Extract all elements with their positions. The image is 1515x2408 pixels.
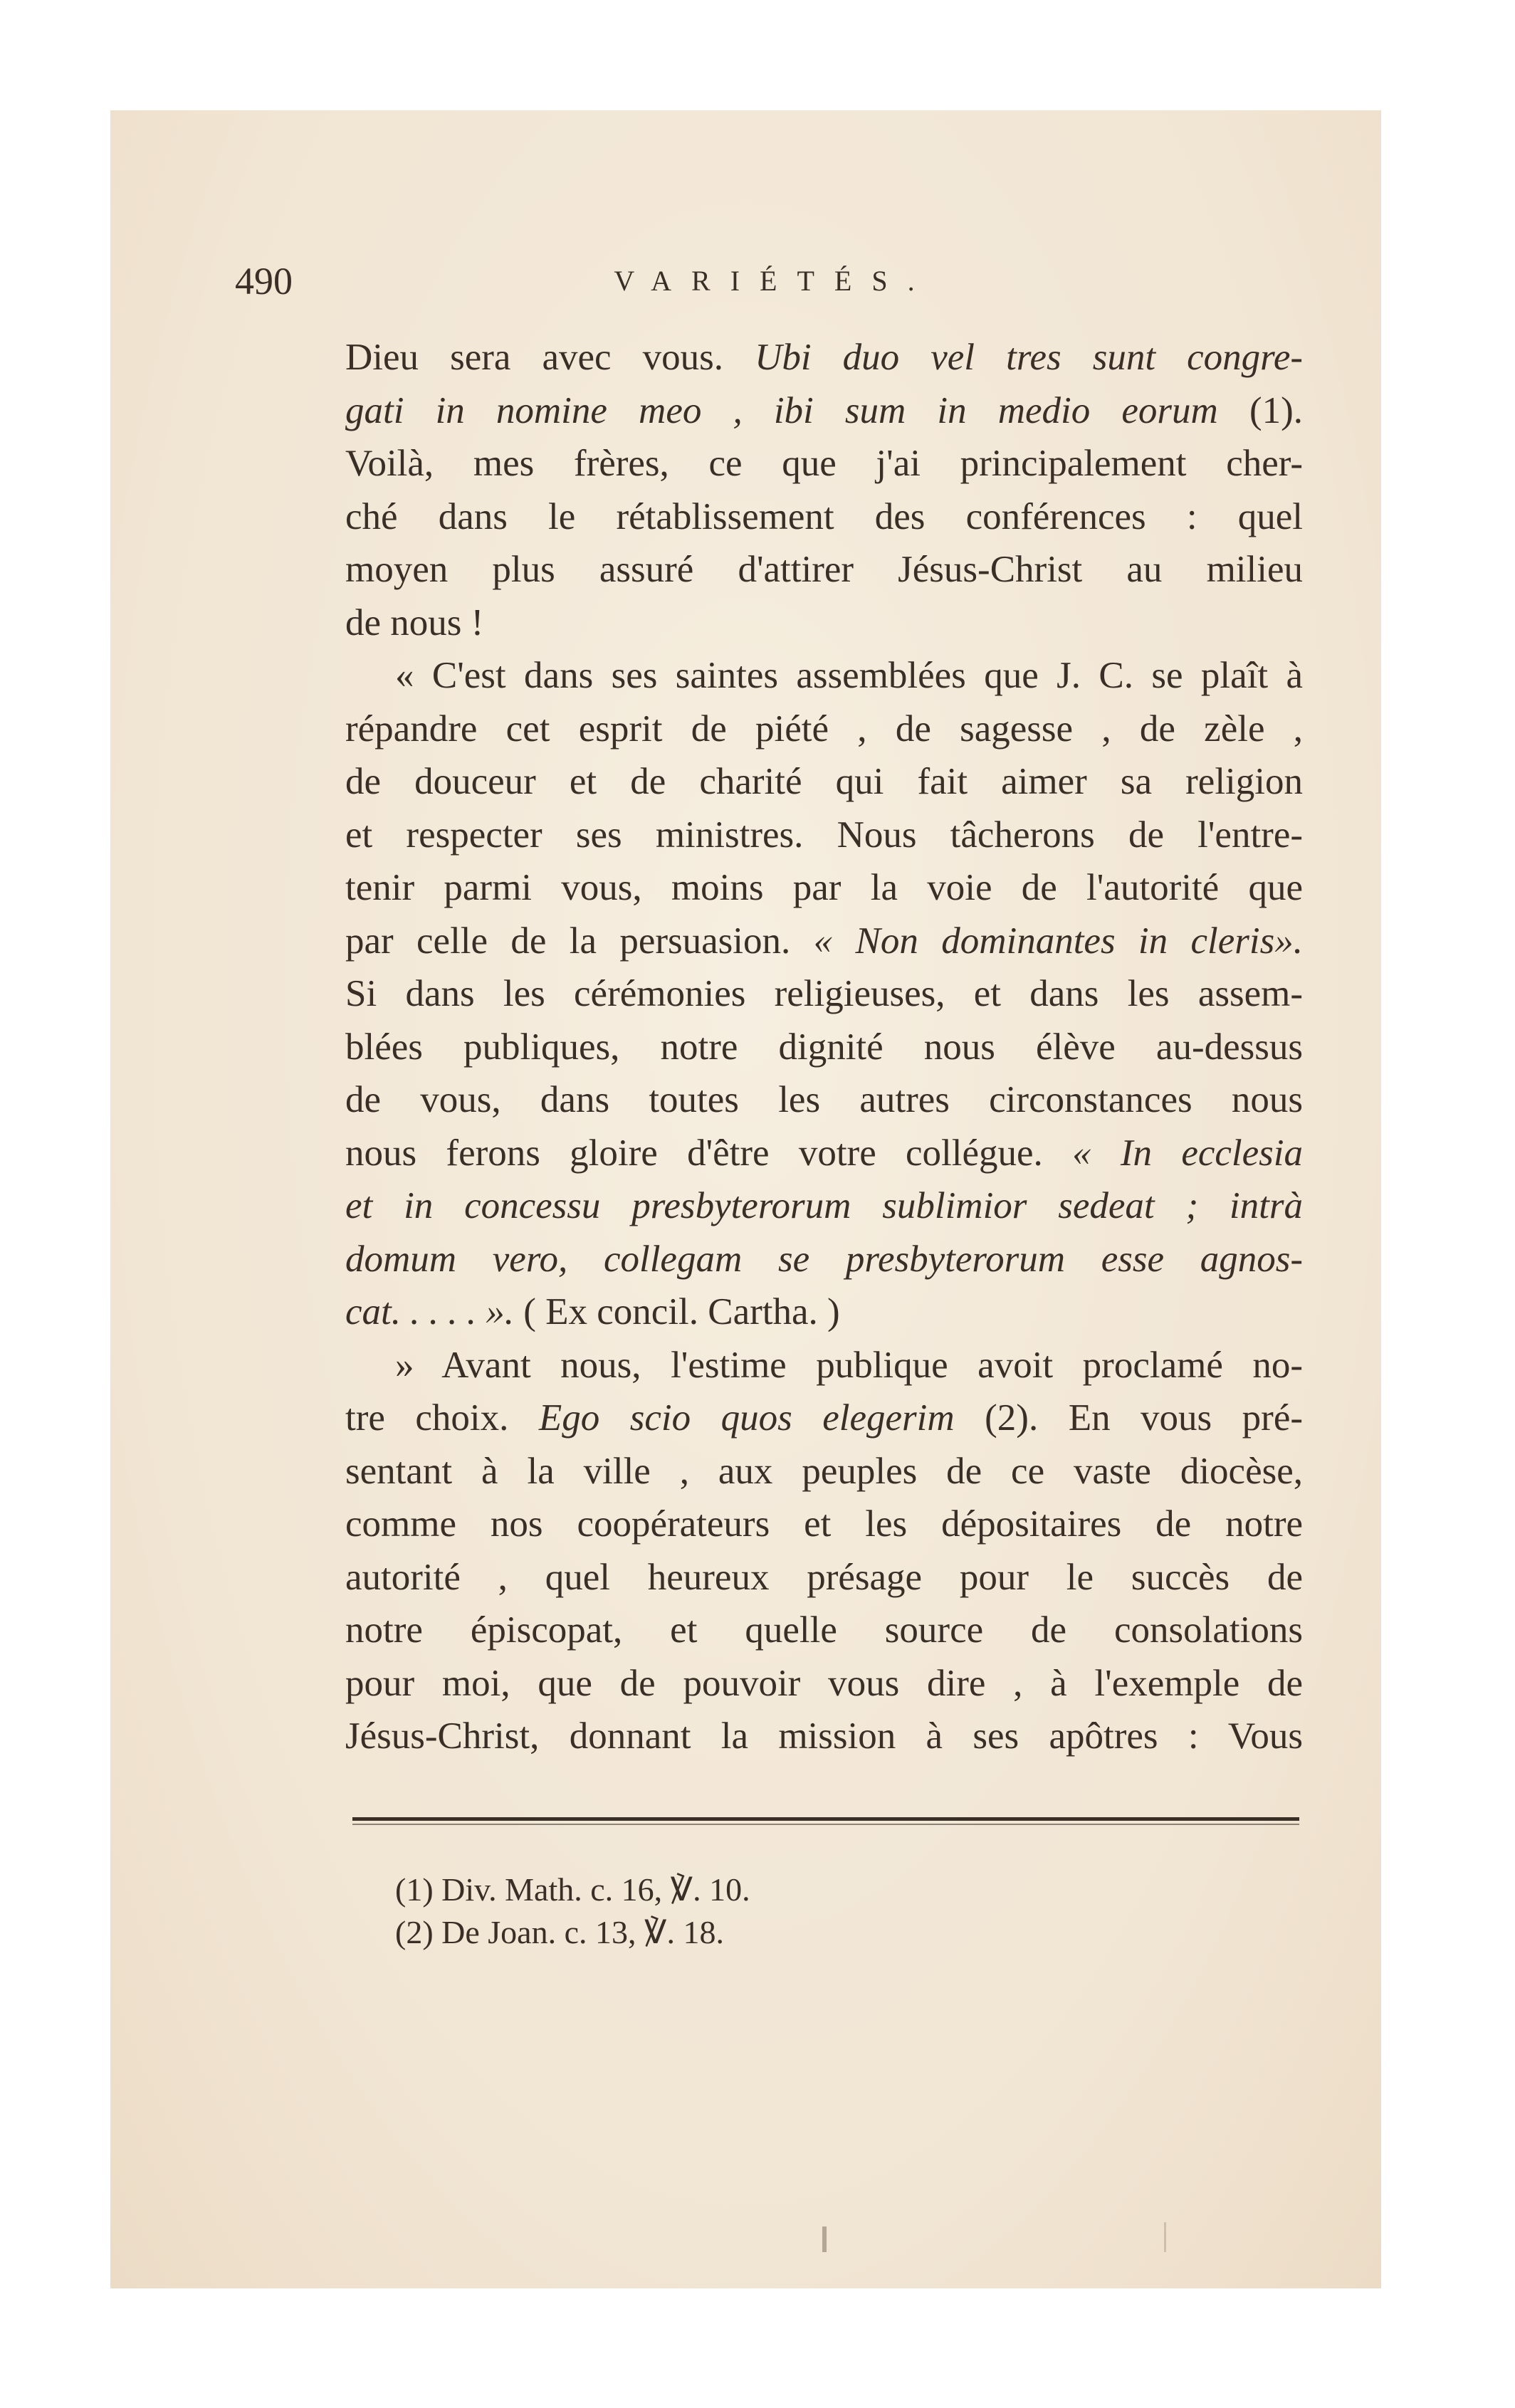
text-run: tre choix.	[345, 1397, 539, 1439]
ink-mark	[822, 2226, 827, 2252]
footnote-rule-shadow	[352, 1824, 1299, 1825]
latin-quote: domum vero, collegam se presbyterorum esse agnos-	[345, 1238, 1303, 1280]
text-line	[345, 1233, 1303, 1286]
paragraph-2	[345, 649, 1303, 1339]
text-line	[345, 384, 1303, 438]
text-run: nous ferons gloire d'être votre collégue.	[345, 1132, 1073, 1174]
text-line: « C'est dans ses saintes assemblées que J. C. se plaît à	[395, 655, 1303, 696]
text-line	[345, 1127, 1303, 1180]
text-line: blées publiques, notre dignité nous élève au-dessus	[345, 1026, 1303, 1068]
text-line: de nous !	[345, 601, 484, 643]
text-line: et respecter ses ministres. Nous tâcherons de l'entre-	[345, 814, 1303, 856]
text-line: notre épiscopat, et quelle source de consolations	[345, 1609, 1303, 1651]
latin-quote: « In ecclesia	[1072, 1132, 1303, 1174]
text-run: par celle de la persuasion.	[345, 920, 814, 962]
text-line: comme nos coopérateurs et les dépositaires de notre	[345, 1503, 1303, 1545]
text-line	[345, 915, 1303, 968]
text-line: moyen plus assuré d'attirer Jésus-Christ au milieu	[345, 549, 1303, 590]
text-line	[345, 1179, 1303, 1233]
text-line	[345, 331, 1303, 384]
latin-quote: et in concessu presbyterorum sublimior sedeat ; intrà	[345, 1185, 1303, 1226]
text-line: pour moi, que de pouvoir vous dire , à l'exemple de	[345, 1662, 1303, 1704]
text-line: » Avant nous, l'estime publique avoit proclamé no-	[395, 1344, 1303, 1386]
footnote-1: (1) Div. Math. c. 16, ℣. 10.	[395, 1871, 750, 1908]
text-run: Dieu sera avec vous.	[345, 337, 755, 378]
paragraph-1	[345, 331, 1303, 649]
latin-quote: cat. . . . . ».	[345, 1291, 524, 1332]
latin-quote: « Non dominantes in cleris».	[813, 920, 1303, 962]
text-line	[345, 1286, 1303, 1339]
text-line: de vous, dans toutes les autres circonstances nous	[345, 1079, 1303, 1120]
body-text	[345, 331, 1303, 1763]
page-number: 490	[235, 260, 293, 303]
text-line: Voilà, mes frères, ce que j'ai principalement cher-	[345, 443, 1303, 484]
footnotes	[395, 1868, 1107, 1954]
ink-mark	[1164, 2222, 1166, 2252]
footnote-rule	[352, 1817, 1299, 1821]
footnote-2: (2) De Joan. c. 13, ℣. 18.	[395, 1914, 724, 1950]
text-line: de douceur et de charité qui fait aimer sa religion	[345, 761, 1303, 802]
text-line: tenir parmi vous, moins par la voie de l'autorité que	[345, 867, 1303, 908]
text-line: sentant à la ville , aux peuples de ce vaste diocèse,	[345, 1450, 1303, 1492]
citation: ( Ex concil. Cartha. )	[523, 1291, 840, 1332]
text-line	[345, 1392, 1303, 1445]
text-line: ché dans le rétablissement des conférences : quel	[345, 495, 1303, 537]
page-header	[235, 256, 1299, 306]
latin-quote: Ubi duo vel tres sunt congre-	[755, 337, 1304, 378]
text-line: Jésus-Christ, donnant la mission à ses apôtres : Vous	[345, 1715, 1303, 1757]
running-head: VARIÉTÉS.	[614, 265, 935, 297]
text-line: répandre cet esprit de piété , de sagesse , de zèle ,	[345, 708, 1303, 750]
text-line: autorité , quel heureux présage pour le succès de	[345, 1556, 1303, 1598]
text-run: (2). En vous pré-	[985, 1397, 1304, 1439]
paragraph-3	[345, 1339, 1303, 1763]
latin-quote: gati in nomine meo , ibi sum in medio eorum	[345, 389, 1249, 431]
footnote-ref: (1).	[1249, 389, 1303, 431]
latin-quote: Ego scio quos elegerim	[538, 1397, 985, 1439]
text-line: Si dans les cérémonies religieuses, et dans les assem-	[345, 973, 1303, 1014]
